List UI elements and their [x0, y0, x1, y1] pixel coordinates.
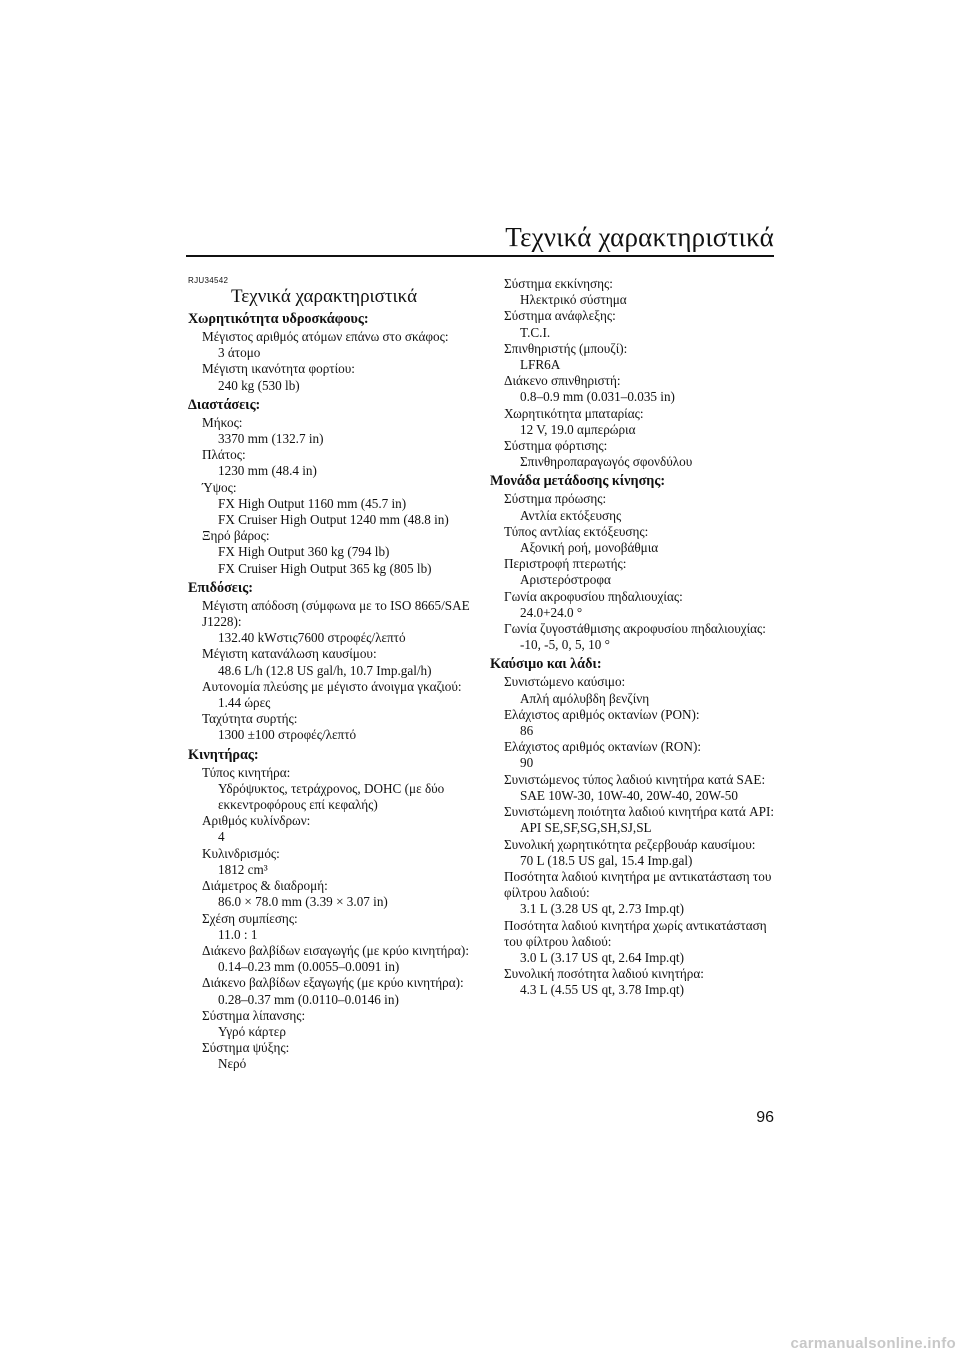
spec-value: 1.44 ώρες: [218, 695, 271, 711]
spec-group-heading: Διαστάσεις:: [188, 396, 261, 413]
spec-value: 3.0 L (3.17 US qt, 2.64 Imp.qt): [520, 949, 684, 965]
spec-value: 4: [218, 829, 225, 845]
spec-label: Τύπος κινητήρα:: [202, 764, 291, 780]
spec-label: Διάκενο σπινθηριστή:: [504, 373, 621, 389]
spec-value: 0.8–0.9 mm (0.031–0.035 in): [520, 389, 675, 405]
spec-label: Γωνία ακροφυσίου πηδαλιουχίας:: [504, 588, 683, 604]
spec-value: Αντλία εκτόξευσης: [520, 507, 622, 523]
spec-label: του φίλτρου λαδιού:: [504, 933, 612, 949]
spec-label: Σύστημα ανάφλεξης:: [504, 308, 616, 324]
spec-label: Σύστημα φόρτισης:: [504, 438, 608, 454]
spec-label: Κυλινδρισμός:: [202, 845, 280, 861]
spec-label: Ελάχιστος αριθμός οκτανίων (RON):: [504, 739, 702, 755]
spec-value: 3.1 L (3.28 US qt, 2.73 Imp.qt): [520, 901, 684, 917]
spec-label: Συνολική ποσότητα λαδιού κινητήρα:: [504, 966, 704, 982]
spec-value: FX Cruiser High Output 1240 mm (48.8 in): [218, 512, 449, 528]
spec-label: φίλτρου λαδιού:: [504, 885, 590, 901]
spec-value: 132.40 kWστις7600 στροφές/λεπτό: [218, 630, 406, 646]
spec-label: Πλάτος:: [202, 447, 246, 463]
spec-label: Αριθμός κυλίνδρων:: [202, 813, 311, 829]
spec-value: LFR6A: [520, 357, 561, 373]
spec-value: 48.6 L/h (12.8 US gal/h, 10.7 Imp.gal/h): [218, 662, 432, 678]
document-code: RJU34542: [188, 276, 229, 285]
page-header-title: Τεχνικά χαρακτηριστικά: [505, 222, 774, 252]
spec-label: Χωρητικότητα μπαταρίας:: [504, 405, 644, 421]
spec-label: Ελάχιστος αριθμός οκτανίων (PON):: [504, 706, 700, 722]
spec-group: [188, 311, 470, 394]
watermark: carmanualsonline.info: [790, 1335, 956, 1352]
spec-group-heading: Κινητήρας:: [188, 746, 259, 763]
spec-value: Απλή αμόλυβδη βενζίνη: [520, 690, 650, 706]
spec-label: Ποσότητα λαδιού κινητήρα χωρίς αντικατάσταση: [504, 917, 767, 933]
spec-label: Ποσότητα λαδιού κινητήρα με αντικατάσταση του: [504, 868, 772, 884]
spec-value: 90: [520, 755, 534, 771]
spec-value: 86: [520, 723, 534, 739]
spec-value: Σπινθηροπαραγωγός σφονδύλου: [520, 454, 693, 470]
spec-value: 3 άτομο: [218, 345, 261, 361]
spec-value: 11.0 : 1: [218, 926, 258, 942]
spec-value: 24.0+24.0 °: [520, 604, 583, 620]
page-number: 96: [756, 1109, 774, 1126]
spec-group-heading: Μονάδα μετάδοσης κίνησης:: [490, 473, 666, 490]
spec-label: Ύψος:: [202, 479, 237, 495]
spec-value: 3370 mm (132.7 in): [218, 431, 324, 447]
spec-label: Μέγιστη κατανάλωση καυσίμου:: [202, 646, 377, 662]
spec-label: Διάκενο βαλβίδων εξαγωγής (με κρύο κινητήρα):: [202, 975, 464, 991]
spec-value: T.C.I.: [520, 324, 551, 340]
spec-label: Μέγιστη απόδοση (σύμφωνα με το ISO 8665/SAE: [202, 597, 470, 613]
spec-group-heading: Χωρητικότητα υδροσκάφους:: [188, 311, 369, 327]
spec-value: FX Cruiser High Output 365 kg (805 lb): [218, 560, 432, 576]
spec-group-heading: Καύσιμο και λάδι:: [490, 656, 602, 673]
spec-value: SAE 10W-30, 10W-40, 20W-40, 20W-50: [520, 787, 738, 803]
spec-value: Νερό: [218, 1056, 247, 1072]
spec-label: Σπινθηριστής (μπουζί):: [504, 340, 628, 356]
spec-group: [490, 276, 780, 470]
spec-value: Υδρόψυκτος, τετράχρονος, DOHC (με δύο: [218, 780, 445, 796]
spec-label: Μέγιστη ικανότητα φορτίου:: [202, 361, 355, 377]
left-column: [188, 276, 470, 1073]
spec-group: [188, 397, 470, 577]
spec-label: Σύστημα λίπανσης:: [202, 1007, 306, 1023]
spec-label: Συνολική χωρητικότητα ρεζερβουάρ καυσίμου:: [504, 836, 756, 852]
spec-label: Συνιστώμενος τύπος λαδιού κινητήρα κατά SAE:: [504, 771, 766, 787]
right-column: [490, 276, 780, 999]
spec-group: [490, 473, 780, 653]
spec-value: 1812 cm³: [218, 861, 268, 877]
spec-group: [188, 747, 470, 1073]
spec-value: Υγρό κάρτερ: [218, 1023, 286, 1039]
spec-value: 0.14–0.23 mm (0.0055–0.0091 in): [218, 959, 400, 975]
spec-value: 1230 mm (48.4 in): [218, 463, 317, 479]
spec-value: 4.3 L (4.55 US qt, 3.78 Imp.qt): [520, 982, 684, 998]
spec-value: εκκεντροφόρους επί κεφαλής): [218, 797, 378, 813]
spec-value: Ηλεκτρικό σύστημα: [520, 292, 627, 308]
page-header: [186, 222, 774, 257]
spec-group-heading: Επιδόσεις:: [188, 579, 253, 596]
spec-label: Συνιστώμενο καύσιμο:: [504, 674, 626, 690]
spec-label: Συνιστώμενη ποιότητα λαδιού κινητήρα κατά API:: [504, 804, 775, 820]
spec-label: Σύστημα ψύξης:: [202, 1040, 290, 1056]
section-title: Τεχνικά χαρακτηριστικά: [231, 286, 418, 307]
spec-group: [490, 656, 780, 998]
spec-label: Διάκενο βαλβίδων εισαγωγής (με κρύο κινητήρα):: [202, 942, 469, 958]
spec-value: 1300 ±100 στροφές/λεπτό: [218, 727, 357, 743]
spec-label: Γωνία ζυγοστάθμισης ακροφυσίου πηδαλιουχίας:: [504, 621, 766, 637]
header-divider: [186, 255, 774, 257]
spec-label: Περιστροφή πτερωτής:: [504, 556, 627, 572]
spec-label: Σύστημα εκκίνησης:: [504, 276, 613, 291]
spec-value: 12 V, 19.0 αμπερώρια: [520, 421, 636, 437]
spec-value: 0.28–0.37 mm (0.0110–0.0146 in): [218, 991, 399, 1007]
spec-label: Ταχύτητα συρτής:: [202, 711, 298, 727]
spec-value: FX High Output 360 kg (794 lb): [218, 544, 390, 560]
spec-label: J1228):: [202, 614, 242, 630]
spec-label: Σχέση συμπίεσης:: [202, 910, 298, 926]
spec-value: API SE,SF,SG,SH,SJ,SL: [520, 820, 652, 836]
spec-label: Μήκος:: [202, 414, 243, 430]
spec-value: Αριστερόστροφα: [520, 572, 611, 588]
spec-label: Ξηρό βάρος:: [202, 528, 270, 544]
spec-label: Διάμετρος & διαδρομή:: [202, 878, 328, 894]
spec-value: 240 kg (530 lb): [218, 377, 300, 393]
spec-label: Τύπος αντλίας εκτόξευσης:: [504, 523, 649, 539]
spec-value: 86.0 × 78.0 mm (3.39 × 3.07 in): [218, 894, 388, 910]
spec-group: [188, 580, 470, 744]
spec-value: FX High Output 1160 mm (45.7 in): [218, 495, 407, 511]
spec-label: Σύστημα πρόωσης:: [504, 491, 607, 507]
spec-value: Αξονική ροή, μονοβάθμια: [520, 540, 659, 556]
spec-value: -10, -5, 0, 5, 10 °: [520, 637, 610, 653]
spec-value: 70 L (18.5 US gal, 15.4 Imp.gal): [520, 852, 693, 868]
spec-label: Μέγιστος αριθμός ατόμων επάνω στο σκάφος:: [202, 329, 449, 344]
spec-label: Αυτονομία πλεύσης με μέγιστο άνοιγμα γκαζιού:: [202, 678, 462, 694]
